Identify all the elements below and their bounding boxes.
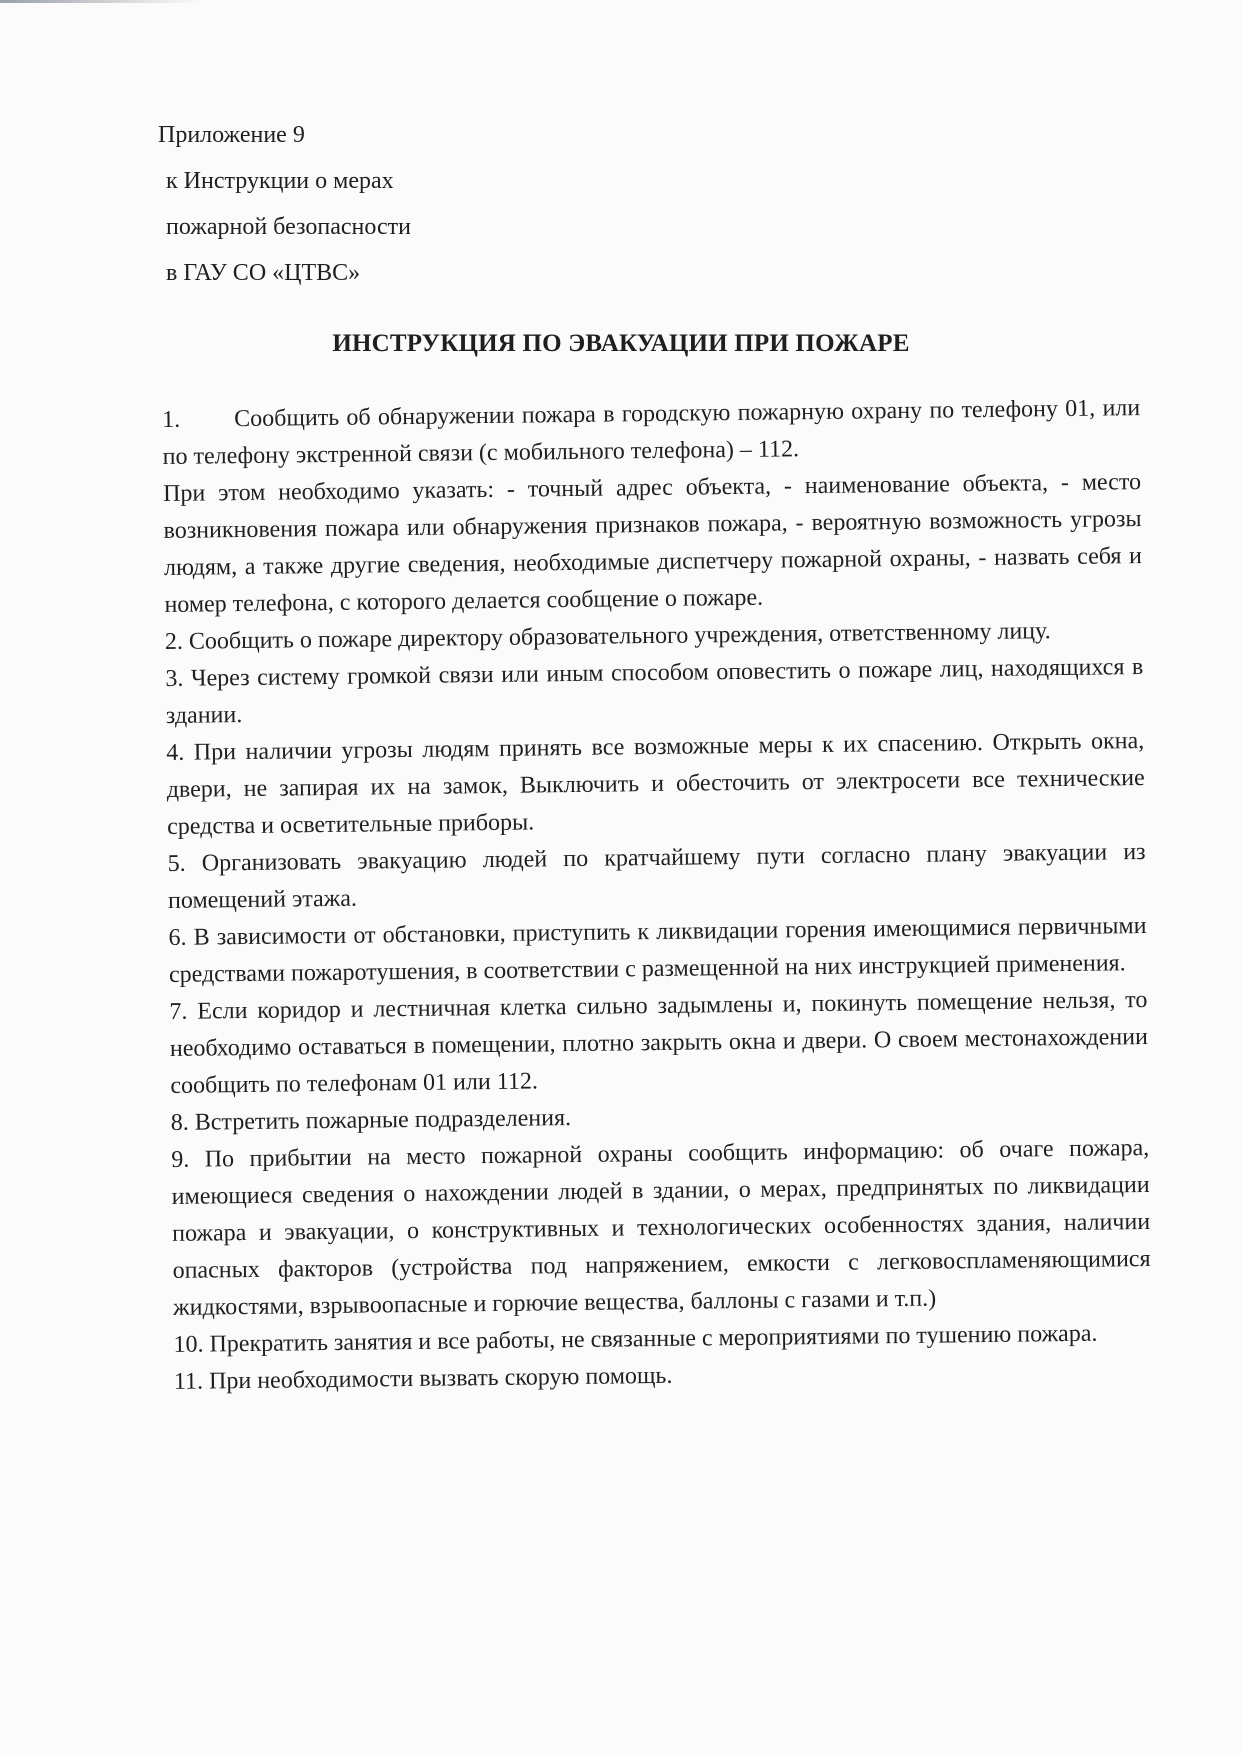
appendix-reference [158,112,411,296]
instruction-item-text: Сообщить о пожаре директору образовательного учреждения, ответственному лицу. [188,618,1051,655]
instruction-item-text: Если коридор и лестничная клетка сильно задымлены и, покинуть помещение нельзя, то необходимо оставаться в помещении, плотно закрыть окна и двери. О своем местонахождении сообщить по телефонам 01 или 112. [169,987,1148,1099]
instruction-item-number: 5. [167,850,186,877]
instruction-item-text: По прибытии на место пожарной охраны сообщить информацию: об очаге пожара, имеющиеся сведения о нахождении людей в здании, о мерах, предпринятых по ликвидации пожара и эвакуации, о конструктивных и технологических особенностях здания, наличии опасных факторов (устройства под напряжением, емкости с легковоспламеняющимися жидкостями, взрывоопасные и горючие вещества, баллоны с газами и т.п.) [171,1134,1151,1321]
appendix-line-1: Приложение 9 [158,122,305,148]
instruction-item-text: Прекратить занятия и все работы, не связанные с мероприятиями по тушению пожара. [209,1320,1098,1358]
instruction-item-text: Встретить пожарные подразделения. [194,1105,572,1136]
instruction-item-text: При необходимости вызвать скорую помощь. [208,1362,673,1395]
instruction-item-1-details: При этом необходимо указать: - точный адрес объекта, - наименование объекта, - место возникновения пожара или обнаружения признаков пожара, - вероятную возможность угрозы людям, а также другие сведения, необходимые диспетчеру пожарной охраны, - назвать себя и номер телефона, с которого делается сообщение о пожаре. [162,469,1143,618]
instruction-item-number: 8. [170,1109,189,1136]
instruction-item-number: 11. [173,1368,204,1395]
instruction-item-number: 7. [169,998,188,1025]
instruction-item-text: При наличии угрозы людям принять все возможные меры к их спасению. Открыть окна, двери, не запирая их на замок, Выключить и обесточить от электросети все технические средства и осветительные приборы. [166,728,1145,840]
instruction-item-number: 3. [165,665,184,692]
instruction-item-number: 6. [168,924,187,951]
appendix-line-4: в ГАУ СО «ЦТВС» [166,260,361,286]
instruction-item-number: 1. [162,406,181,433]
instruction-item-text: Организовать эвакуацию людей по кратчайшему пути согласно плану эвакуации из помещений этажа. [167,839,1146,914]
instruction-item-number: 9. [171,1146,190,1173]
instruction-item-text: Сообщить об обнаружении пожара в городскую пожарную охрану по телефону 01, или по телефону экстренной связи (с мобильного телефона) – 112. [162,395,1141,470]
instruction-item-number: 2. [164,628,184,655]
instruction-item-text: Через систему громкой связи или иным способом оповестить о пожаре лиц, находящихся в здании. [165,654,1144,729]
instruction-item-4 [166,723,1145,846]
instruction-item-7 [169,982,1148,1105]
instruction-list [162,390,1152,1401]
scan-edge-artifact [0,0,200,3]
instruction-item-text: В зависимости от обстановки, приступить к ликвидации горения имеющимися первичными средствами пожаротушения, в соответствии с размещенной на них инструкцией применения. [168,913,1147,988]
appendix-line-3: пожарной безопасности [166,214,411,240]
instruction-item-number: 4. [166,739,185,766]
instruction-item-number: 10. [173,1331,204,1358]
instruction-item-5 [167,834,1146,920]
document-title: ИНСТРУКЦИЯ ПО ЭВАКУАЦИИ ПРИ ПОЖАРЕ [332,330,910,357]
appendix-line-2: к Инструкции о мерах [166,168,394,194]
instruction-item-9 [171,1130,1151,1327]
instruction-item-1 [162,390,1141,476]
instruction-item-3 [165,649,1144,735]
instruction-item-6 [168,908,1147,994]
